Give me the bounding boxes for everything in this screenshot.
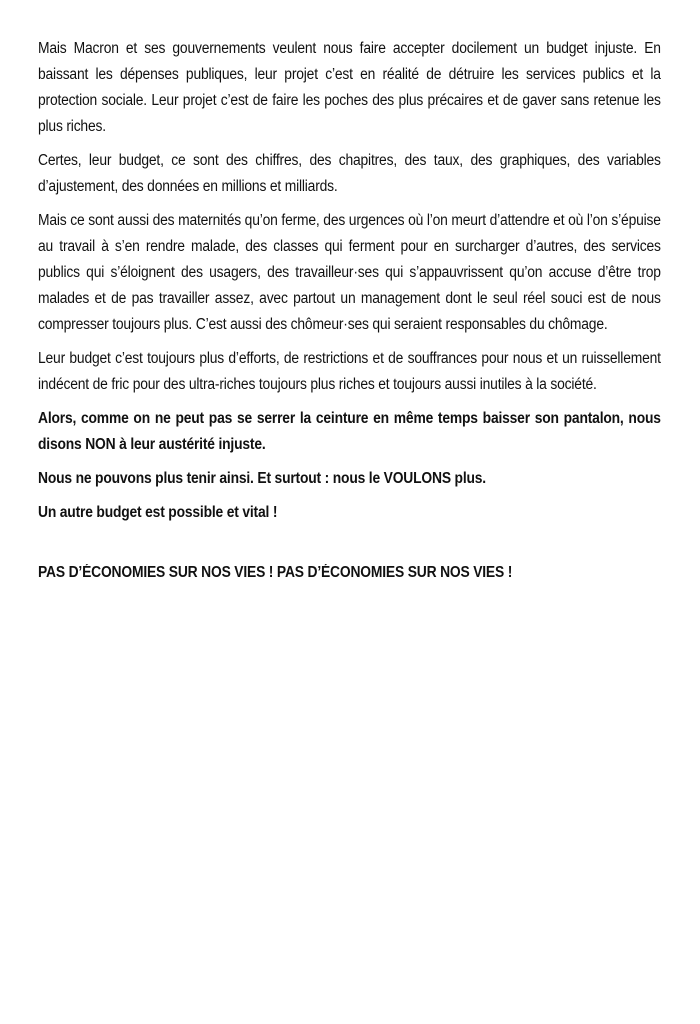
paragraph-efforts: Leur budget c’est toujours plus d’efforts, de restrictions et de souffrances pour nous et un ruissellement indécent de fric pour des ultra-riches toujours plus riches et toujours aussi inutiles à la société. [38,350,661,393]
paragraph-maternites: Mais ce sont aussi des maternités qu’on ferme, des urgences où l’on meurt d’attendre et où l’on s’épuise au travail à s’en rendre malade, des classes qui ferment pour en surcharger d’autres, des services publics qui s’éloignent des usagers, des travailleur·ses qui s’appauvrissent qu’on accuse d’être trop malades et de pas travailler assez, avec partout un management dont le seul réel souci est de nous compresser toujours plus. C’est aussi des chômeur·ses qui seraient responsables du chômage. [38,212,661,333]
slogan: PAS D’ÉCONOMIES SUR NOS VIES ! PAS D’ÉCONOMIES SUR NOS VIES ! [38,564,513,581]
document-body [38,36,661,594]
paragraph-chiffres: Certes, leur budget, ce sont des chiffres, des chapitres, des taux, des graphiques, des variables d’ajustement, des données en millions et milliards. [38,152,661,195]
paragraph-ceinture: Alors, comme on ne peut pas se serrer la ceinture en même temps baisser son pantalon, nous disons NON à leur austérité injuste. [38,410,661,453]
spacer [38,534,661,560]
paragraph-tenir: Nous ne pouvons plus tenir ainsi. Et surtout : nous le VOULONS plus. [38,470,486,487]
paragraph-autre-budget: Un autre budget est possible et vital ! [38,504,278,521]
paragraph-budget-injuste: Mais Macron et ses gouvernements veulent nous faire accepter docilement un budget injuste. En baissant les dépenses publiques, leur projet c’est en réalité de détruire les services publics et la protection sociale. Leur projet c’est de faire les poches des plus précaires et de gaver sans retenue les plus riches. [38,40,661,135]
